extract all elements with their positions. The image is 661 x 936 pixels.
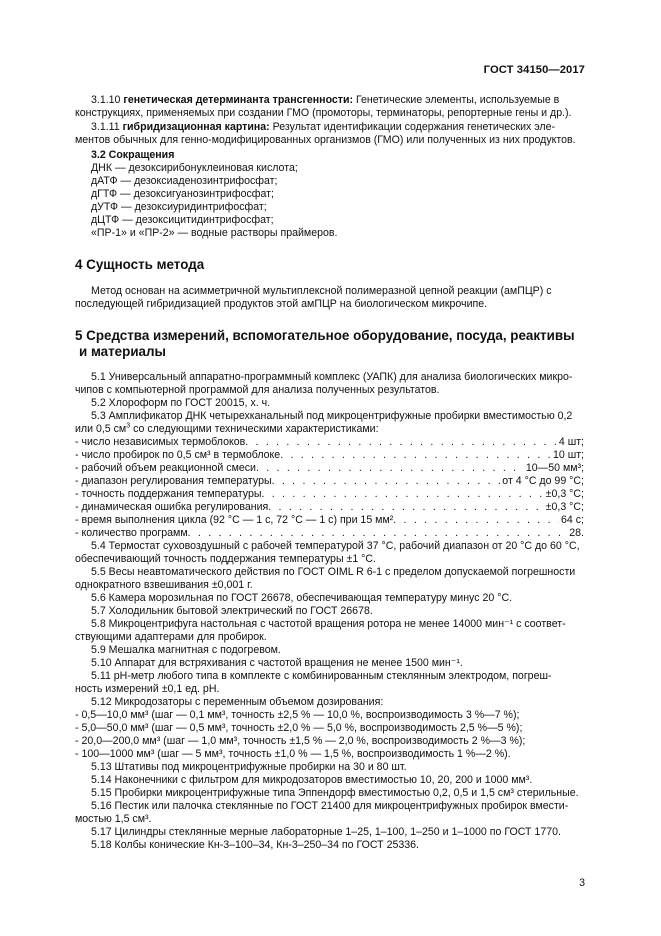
spec-value: 64 с; — [561, 514, 584, 526]
spec-row — [75, 514, 584, 527]
item-5-11: 5.11 pH-метр любого типа в комплекте с комбинированным стеклянным электродом, погреш- — [91, 670, 552, 682]
def-term: гибридизационная картина: — [122, 121, 270, 133]
dozer-item: - 5,0—50,0 мм³ (шаг — 0,5 мм³, точность ±2,0 % — 5,0 %, воспроизводимость 2,5 %—5 %); — [75, 722, 523, 734]
section-title-5-line2: и материалы — [79, 344, 166, 359]
dozer-item: - 0,5—10,0 мм³ (шаг — 0,1 мм³, точность ±2,5 % — 10,0 %, воспроизводимость 3 %—7 %); — [75, 709, 520, 721]
abbrev-item: ДНК — дезоксирибонуклеиновая кислота; — [91, 162, 298, 174]
def-text: Результат идентификации содержания генетических эле- — [272, 121, 556, 133]
item-5-9: 5.9 Мешалка магнитная с подогревом. — [91, 644, 281, 656]
spec-value: ±0,3 °С; — [545, 488, 584, 500]
item-5-18: 5.18 Колбы конические Кн-3–100–34, Кн-3–250–34 по ГОСТ 25336. — [91, 839, 419, 851]
spec-label: - число независимых термоблоков — [75, 436, 246, 448]
spec-value: от 4 °С до 99 °С; — [502, 475, 584, 487]
item-5-14: 5.14 Наконечники с фильтром для микродозаторов вместимостью 10, 20, 200 и 1000 мм³. — [91, 774, 533, 786]
spec-value: 4 шт; — [558, 436, 584, 448]
item-5-10: 5.10 Аппарат для встряхивания с частотой вращения не менее 1500 мин⁻¹. — [91, 657, 463, 669]
spec-label: - диапазон регулирования температуры — [75, 475, 272, 487]
top-space — [75, 60, 584, 94]
spec-label: - количество программ — [75, 527, 188, 539]
text-run: со следующими техническими характеристиками: — [130, 423, 379, 435]
definition-3-1-11-cont: ментов обычных для генно-модифицированных организмов (ГМО) или полученных из них продуктов. — [75, 134, 576, 146]
leader-dots — [245, 436, 557, 449]
paragraph-4-line1: Метод основан на асимметричной мультиплексной полимеразной цепной реакции (амПЦР) с — [91, 285, 552, 297]
item-5-17: 5.17 Цилиндры стеклянные мерные лабораторные 1–25, 1–100, 1–250 и 1–1000 по ГОСТ 1770. — [91, 826, 561, 838]
section-title-5-line1: 5 Средства измерений, вспомогательное оборудование, посуда, реактивы — [75, 328, 575, 343]
leader-dots — [393, 514, 559, 527]
dozer-item: - 100—1000 мм³ (шаг — 5 мм³, точность ±1,0 % — 1,5 %, воспроизводимость 1 %—2 %). — [75, 748, 511, 760]
definition-3-1-11 — [75, 121, 584, 134]
item-5-13: 5.13 Штативы под микроцентрифужные пробирки на 30 и 80 шт. — [91, 761, 407, 773]
superscript: 3 — [126, 422, 131, 430]
def-number: 3.1.10 — [91, 94, 121, 106]
item-5-11-cont: ность измерений ±0,1 ед. pH. — [75, 683, 220, 695]
spec-value: ±0,3 °С; — [545, 501, 584, 513]
item-5-5: 5.5 Весы неавтоматического действия по ГОСТ OIML R 6-1 с пределом допускаемой погрешности — [91, 566, 576, 578]
spec-value: 28. — [569, 527, 584, 539]
item-5-2: 5.2 Хлороформ по ГОСТ 20015, х. ч. — [91, 397, 271, 409]
item-5-1: 5.1 Универсальный аппаратно-программный комплекс (УАПК) для анализа биологических микро- — [91, 371, 573, 383]
definition-3-1-10 — [75, 94, 584, 107]
leader-dots — [256, 462, 524, 475]
item-5-1-cont: чипов с компьютерной программой для анализа полученных результатов. — [75, 384, 440, 396]
spec-label: - точность поддержания температуры — [75, 488, 262, 500]
item-5-12: 5.12 Микродозаторы с переменным объемом дозирования: — [91, 696, 384, 708]
item-5-8: 5.8 Микроцентрифуга настольная с частотой вращения ротора не менее 14000 мин⁻¹ с соответ- — [91, 618, 566, 630]
item-5-6: 5.6 Камера морозильная по ГОСТ 26678, обеспечивающая температуру минус 20 °С. — [91, 592, 513, 604]
spec-row — [75, 475, 584, 488]
document-code: ГОСТ 34150—2017 — [483, 64, 585, 76]
dozer-item: - 20,0—200,0 мм³ (шаг — 1,0 мм³, точность ±1,5 % — 2,0 %, воспроизводимость 2 %—3 %); — [75, 735, 526, 747]
spec-row — [75, 488, 584, 501]
leader-dots — [280, 449, 551, 462]
item-5-7: 5.7 Холодильник бытовой электрический по ГОСТ 26678. — [91, 605, 373, 617]
item-5-3-cont — [75, 423, 584, 436]
spec-row — [75, 501, 584, 514]
leader-dots — [268, 501, 543, 514]
def-text: Генетические элементы, используемые в — [356, 94, 560, 106]
item-5-8-cont: ствующими адаптерами для пробирок. — [75, 631, 267, 643]
paragraph-4-line2: последующей гибридизацией продуктов этой амПЦР на биологическом микрочипе. — [75, 298, 488, 310]
text-run: или 0,5 см — [75, 423, 127, 435]
spec-value: 10 шт; — [552, 449, 584, 461]
def-term: генетическая детерминанта трансгенности: — [123, 94, 354, 106]
abbrev-item: дАТФ — дезоксиаденозинтрифосфат; — [91, 175, 278, 187]
item-5-4: 5.4 Термостат суховоздушный с рабочей температурой 37 °С, рабочий диапазон от 20 °С до 60 °С, — [91, 540, 580, 552]
item-5-16: 5.16 Пестик или палочка стеклянные по ГОСТ 21400 для микроцентрифужных пробирок вмести- — [91, 800, 569, 812]
item-5-15: 5.15 Пробирки микроцентрифужные типа Эппендорф вместимостью 0,2, 0,5 и 1,5 см³ стерильные. — [91, 787, 579, 799]
spec-row — [75, 462, 584, 475]
section-title-4: 4 Сущность метода — [75, 257, 205, 272]
spec-label: - рабочий объем реакционной смеси — [75, 462, 256, 474]
abbrev-item: «ПР-1» и «ПР-2» — водные растворы праймеров. — [91, 227, 338, 239]
page-number: 3 — [579, 877, 585, 889]
item-5-5-cont: однократного взвешивания ±0,001 г. — [75, 579, 253, 591]
item-5-3: 5.3 Амплификатор ДНК четырехканальный под микроцентрифужные пробирки вместимостью 0,2 — [91, 410, 573, 422]
leader-dots — [261, 488, 543, 501]
def-number: 3.1.11 — [91, 121, 120, 133]
spec-row — [75, 527, 584, 540]
spec-label: - время выполнения цикла (92 °С — 1 с, 72 °С — 1 с) при 15 мм² — [75, 514, 394, 526]
spec-label: - число пробирок по 0,5 см³ в термоблоке — [75, 449, 281, 461]
abbrev-item: дГТФ — дезоксигуанозинтрифосфат; — [91, 188, 274, 200]
item-5-4-cont: обеспечивающий точность поддержания температуры ±1 °С. — [75, 553, 376, 565]
page-body — [75, 60, 584, 852]
leader-dots — [272, 475, 501, 488]
abbrev-item: дУТФ — дезоксиуридинтрифосфат; — [91, 201, 267, 213]
definition-3-1-10-cont: конструкциях, применяемых при создании ГМО (промоторы, терминаторы, репортерные гены и др.). — [75, 107, 572, 119]
subsection-title-3-2: 3.2 Сокращения — [91, 149, 175, 161]
spec-value: 10—50 мм³; — [525, 462, 584, 474]
item-5-16-cont: мостью 1,5 см³. — [75, 813, 152, 825]
abbrev-item: дЦТФ — дезоксицитидинтрифосфат; — [91, 214, 274, 226]
leader-dots — [188, 527, 568, 540]
spec-row — [75, 449, 584, 462]
spec-row — [75, 436, 584, 449]
spec-label: - динамическая ошибка регулирования — [75, 501, 269, 513]
